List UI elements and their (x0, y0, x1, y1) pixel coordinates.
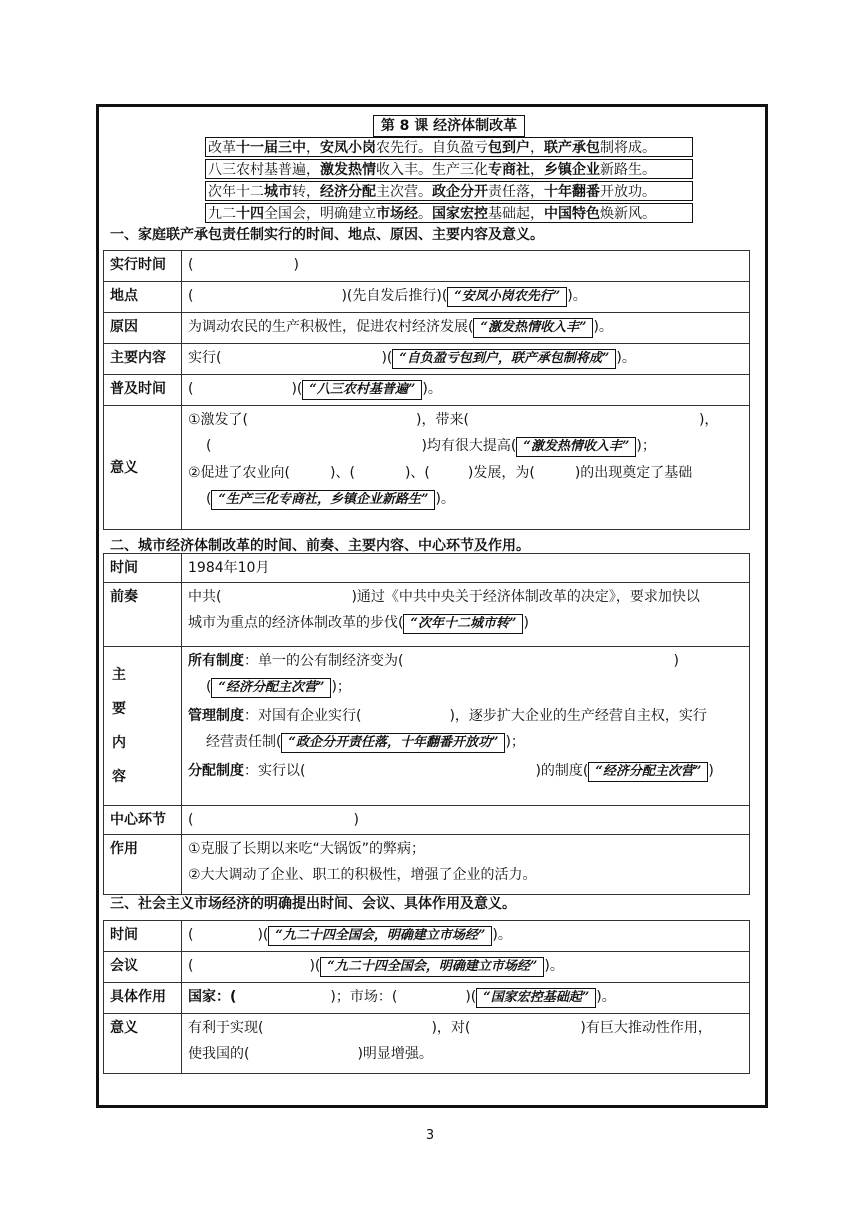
verse-segment: 责任落， (488, 184, 544, 200)
row-value[interactable]: ①激发了( )，带来( )， ( )均有很大提高( “激发热情收入丰” )； ②促进了农业向( )、( )、( )发展，为( )的出现奠定了基础 ( “生产三化专商社，乡镇企业新路生” )。 (182, 406, 750, 530)
row-text: )明显增强。 (357, 1046, 433, 1062)
mnemonic-tag: “经济分配主次营” (588, 762, 708, 782)
row-text: 使我国的( (188, 1046, 250, 1062)
row-value[interactable]: 中共( )通过《中共中央关于经济体制改革的决定》，要求加快以 城市为重点的经济体制改革的步伐( “次年十二城市转” ) (182, 583, 750, 647)
verse-segment: 联产承包 (544, 140, 600, 156)
verse-segment: 十一届三中 (236, 140, 306, 156)
verse-segment: 八三农村基普遍， (208, 162, 320, 178)
verse-segment: 农先行。自负盈亏 (376, 140, 488, 156)
section3-table (103, 920, 750, 1074)
sub-label: 管理制度 (188, 708, 244, 724)
row-label: 地点 (104, 282, 182, 313)
row-text: 实行( (188, 350, 222, 366)
row-text: )，逐步扩大企业的生产经营自主权，实行 (449, 708, 707, 724)
row-value[interactable] (182, 1014, 750, 1074)
row-value: 1984年10月 (182, 554, 750, 583)
row-label: 普及时间 (104, 375, 182, 406)
section1-heading: 一、家庭联产承包责任制实行的时间、地点、原因、主要内容及意义。 (110, 227, 544, 243)
row-text: ②大大调动了企业、职工的积极性，增强了企业的活力。 (188, 867, 537, 883)
mnemonic-tag: “经济分配主次营” (211, 678, 331, 698)
verse-segment: 全国会，明确建立 (264, 206, 376, 222)
verse-segment: 安凤小岗 (320, 140, 376, 156)
row-value[interactable]: ( )(先自发后推行)( “安凤小岗农先行” )。 (182, 282, 750, 313)
verse-segment: 次年十二 (208, 184, 264, 200)
row-label: 主要内容 (104, 344, 182, 375)
section2-table (103, 553, 750, 895)
verse-segment: 基础起， (488, 206, 544, 222)
verse-segment: 制将成。 (600, 140, 656, 156)
verse-segment: 十四 (236, 206, 264, 222)
row-text: )、( (404, 465, 430, 481)
row-text: )；市场：( (330, 989, 398, 1005)
label-char: 内 (112, 735, 126, 751)
verse-segment: 专商社 (488, 162, 530, 178)
section1-table (103, 250, 750, 530)
row-value[interactable]: ( ) (182, 806, 750, 835)
row-text: ：实行以( (244, 763, 306, 779)
mnemonic-tag: “次年十二城市转” (403, 614, 523, 634)
mnemonic-verse-1 (205, 137, 693, 157)
verse-segment: 新路生。 (600, 162, 656, 178)
verse-segment: 焕新风。 (600, 206, 656, 222)
row-text: )发展，为( (467, 465, 535, 481)
row-text: 经营责任制( (206, 734, 282, 750)
verse-segment: 收入丰。生产三化 (376, 162, 488, 178)
mnemonic-tag: “政企分开责任落，十年翻番开放功” (281, 733, 505, 753)
row-text: ②促进了农业向( (188, 465, 291, 481)
verse-segment: 国家宏控 (432, 206, 488, 222)
row-label: 具体作用 (104, 983, 182, 1014)
sub-label: 所有制度 (188, 653, 244, 669)
row-text: 城市为重点的经济体制改革的步伐( (188, 615, 404, 631)
row-text: 有利于实现( (188, 1020, 264, 1036)
row-text: )，带来( (416, 412, 469, 428)
row-label: 原因 (104, 313, 182, 344)
label-char: 容 (112, 769, 126, 785)
mnemonic-tag: “激发热情收入丰” (516, 437, 636, 457)
row-label: 实行时间 (104, 251, 182, 282)
verse-segment: ， (530, 162, 544, 178)
row-label-main-content (104, 647, 182, 806)
lesson-title: 第 8 课 经济体制改革 (373, 115, 525, 137)
row-text: 中共( (188, 589, 222, 605)
row-text: )有巨大推动性作用， (580, 1020, 712, 1036)
row-value[interactable]: ( )( “九二十四全国会，明确建立市场经” )。 (182, 921, 750, 952)
row-value[interactable]: 国家：( )；市场：( )( “国家宏控基础起” )。 (182, 983, 750, 1014)
row-text: )、( (330, 465, 355, 481)
row-value (182, 835, 750, 895)
mnemonic-tag: “九二十四全国会，明确建立市场经” (268, 926, 492, 946)
mnemonic-tag: “九二十四全国会，明确建立市场经” (320, 957, 544, 977)
verse-segment: 经济分配 (320, 184, 376, 200)
row-label: 中心环节 (104, 806, 182, 835)
mnemonic-tag: “激发热情收入丰” (473, 318, 593, 338)
sub-label: 分配制度 (188, 763, 244, 779)
row-text: )，对( (431, 1020, 471, 1036)
mnemonic-verse-4 (205, 203, 693, 223)
row-label: 时间 (104, 554, 182, 583)
row-text: ：对国有企业实行( (244, 708, 362, 724)
verse-segment: 改革 (208, 140, 236, 156)
label-char: 要 (112, 701, 126, 717)
verse-segment: 中国特色 (544, 206, 600, 222)
verse-segment: 九二 (208, 206, 236, 222)
row-text: ①激发了( (188, 412, 249, 428)
verse-segment: 激发热情 (320, 162, 376, 178)
mnemonic-tag: “国家宏控基础起” (476, 988, 596, 1008)
row-text: ：单一的公有制经济变为( (244, 653, 404, 669)
mnemonic-verse-3 (205, 181, 693, 201)
row-label: 作用 (104, 835, 182, 895)
row-value[interactable]: ( )( “九二十四全国会，明确建立市场经” )。 (182, 952, 750, 983)
verse-segment: ， (306, 140, 320, 156)
row-value[interactable]: 所有制度：单一的公有制经济变为( ) ( “经济分配主次营” )； 管理制度：对国有企业实行( )，逐步扩大企业的生产经营自主权，实行 经营责任制( “政企分开责任落，十年翻番开放功” )； 分配制度：实行以( )的制度( “经济分配主次营” ) (182, 647, 750, 806)
section2-heading: 二、城市经济体制改革的时间、前奏、主要内容、中心环节及作用。 (110, 538, 530, 554)
row-label: 时间 (104, 921, 182, 952)
row-value[interactable]: 实行( )( “自负盈亏包到户，联产承包制将成” )。 (182, 344, 750, 375)
row-text: )的制度( (535, 763, 589, 779)
row-label: 意义 (104, 406, 182, 530)
row-text: 为调动农民的生产积极性，促进农村经济发展( (188, 319, 474, 335)
verse-segment: 。 (418, 206, 432, 222)
row-value: 为调动农民的生产积极性，促进农村经济发展( “激发热情收入丰” )。 (182, 313, 750, 344)
verse-segment: ， (530, 140, 544, 156)
row-label: 会议 (104, 952, 182, 983)
row-text: )的出现奠定了基础 (574, 465, 693, 481)
row-value[interactable]: ( )( “八三农村基普遍” )。 (182, 375, 750, 406)
verse-segment: 政企分开 (432, 184, 488, 200)
row-label: 前奏 (104, 583, 182, 647)
verse-segment: 乡镇企业 (544, 162, 600, 178)
mnemonic-tag: “安凤小岗农先行” (447, 287, 567, 307)
page-number: 3 (425, 1128, 435, 1143)
mnemonic-verse-2 (205, 159, 693, 179)
verse-segment: 城市 (264, 184, 292, 200)
row-text: )均有很大提高( (421, 438, 517, 454)
verse-segment: 十年翻番 (544, 184, 600, 200)
verse-segment: 转， (292, 184, 320, 200)
verse-segment: 开放功。 (600, 184, 656, 200)
row-text: )通过《中共中央关于经济体制改革的决定》，要求加快以 (351, 589, 700, 605)
verse-segment: 主次营。 (376, 184, 432, 200)
verse-segment: 包到户 (488, 140, 530, 156)
row-value[interactable]: ( ) (182, 251, 750, 282)
row-label: 意义 (104, 1014, 182, 1074)
mnemonic-tag: “自负盈亏包到户，联产承包制将成” (392, 349, 616, 369)
mnemonic-tag: “生产三化专商社，乡镇企业新路生” (211, 490, 435, 510)
row-text: 国家：( (188, 989, 237, 1005)
row-text: ①克服了长期以来吃“大锅饭”的弊病； (188, 841, 426, 857)
row-text: )(先自发后推行)( (341, 288, 448, 304)
verse-segment: 市场经 (376, 206, 418, 222)
label-char: 主 (112, 667, 126, 683)
mnemonic-tag: “八三农村基普遍” (302, 380, 422, 400)
section3-heading: 三、社会主义市场经济的明确提出时间、会议、具体作用及意义。 (110, 896, 516, 912)
